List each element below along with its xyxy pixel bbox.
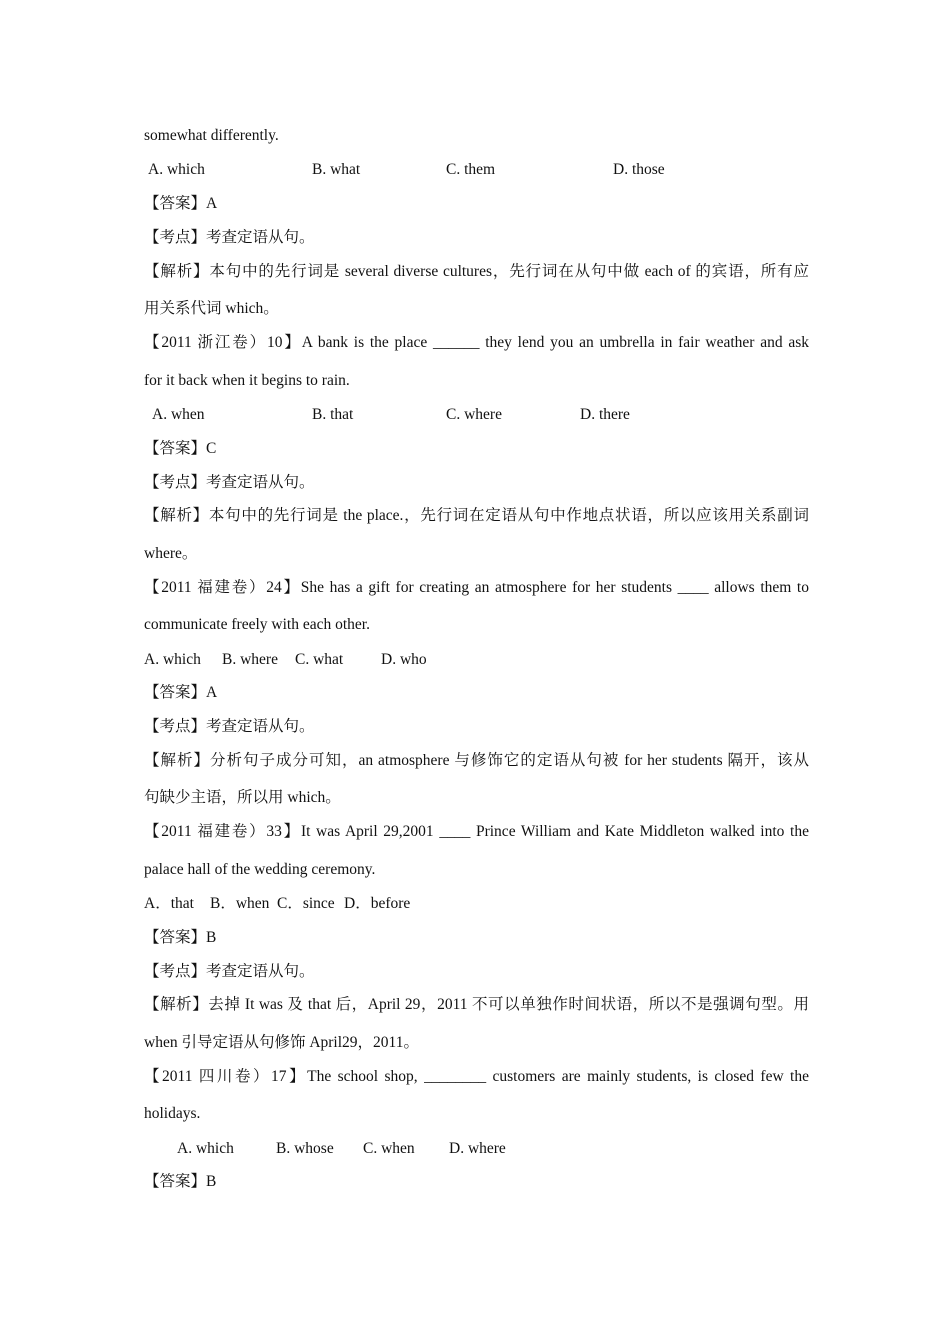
question-stem: palace hall of the wedding ceremony. bbox=[144, 861, 376, 878]
question-stem: 【2011 福建卷）33】It was April 29,2001 ____ Prince William and Kate Middleton walked into the bbox=[144, 823, 809, 840]
option-b: B．when bbox=[210, 895, 270, 912]
option-b: B. what bbox=[312, 161, 361, 178]
analysis-line: 句缺少主语，所以用 which。 bbox=[144, 789, 341, 806]
answer-line: 【答案】A bbox=[144, 195, 218, 212]
point-line: 【考点】考查定语从句。 bbox=[144, 963, 315, 980]
option-c: C. where bbox=[446, 406, 502, 423]
option-a: A. which bbox=[177, 1140, 234, 1157]
answer-line: 【答案】B bbox=[144, 929, 217, 946]
question-continuation: somewhat differently. bbox=[144, 127, 279, 144]
analysis-line: where。 bbox=[144, 545, 198, 562]
option-d: D．before bbox=[344, 895, 411, 912]
analysis-line: 用关系代词 which。 bbox=[144, 300, 279, 317]
option-b: B. that bbox=[312, 406, 354, 423]
option-d: D. who bbox=[381, 651, 427, 668]
analysis-line: when 引导定语从句修饰 April29，2011。 bbox=[144, 1034, 419, 1051]
answer-line: 【答案】B bbox=[144, 1173, 217, 1190]
option-d: D. there bbox=[580, 406, 630, 423]
point-line: 【考点】考查定语从句。 bbox=[144, 718, 315, 735]
option-c: C. what bbox=[295, 651, 344, 668]
option-a: A. which bbox=[148, 161, 205, 178]
analysis-line: 【解析】本句中的先行词是 several diverse cultures，先行词在从句中做 each of 的宾语，所有应 bbox=[144, 263, 809, 280]
point-line: 【考点】考查定语从句。 bbox=[144, 474, 315, 491]
option-a: A. which bbox=[144, 651, 201, 668]
analysis-line: 【解析】分析句子成分可知，an atmosphere 与修饰它的定语从句被 for her students 隔开，该从 bbox=[144, 752, 809, 769]
option-b: B. where bbox=[222, 651, 278, 668]
option-a: A．that bbox=[144, 895, 194, 912]
analysis-line: 【解析】本句中的先行词是 the place.，先行词在定语从句中作地点状语，所以应该用关系副词 bbox=[144, 507, 809, 524]
analysis-line: 【解析】去掉 It was 及 that 后，April 29，2011 不可以单独作时间状语，所以不是强调句型。用 bbox=[144, 996, 809, 1013]
question-stem: 【2011 四川卷）17】The school shop, ________ customers are mainly students, is closed few the bbox=[144, 1068, 809, 1085]
question-stem: for it back when it begins to rain. bbox=[144, 372, 350, 389]
point-line: 【考点】考查定语从句。 bbox=[144, 229, 315, 246]
question-stem: holidays. bbox=[144, 1105, 201, 1122]
option-d: D. where bbox=[449, 1140, 506, 1157]
answer-line: 【答案】A bbox=[144, 684, 218, 701]
option-c: C. when bbox=[363, 1140, 415, 1157]
option-c: C. them bbox=[446, 161, 496, 178]
question-stem: communicate freely with each other. bbox=[144, 616, 370, 633]
question-stem: 【2011 浙江卷）10】A bank is the place ______ they lend you an umbrella in fair weather and ask bbox=[144, 334, 809, 351]
question-stem: 【2011 福建卷）24】She has a gift for creating an atmosphere for her students ____ allows them to bbox=[144, 579, 809, 596]
option-b: B. whose bbox=[276, 1140, 334, 1157]
answer-line: 【答案】C bbox=[144, 440, 217, 457]
option-c: C．since bbox=[277, 895, 335, 912]
option-a: A. when bbox=[152, 406, 205, 423]
option-d: D. those bbox=[613, 161, 665, 178]
